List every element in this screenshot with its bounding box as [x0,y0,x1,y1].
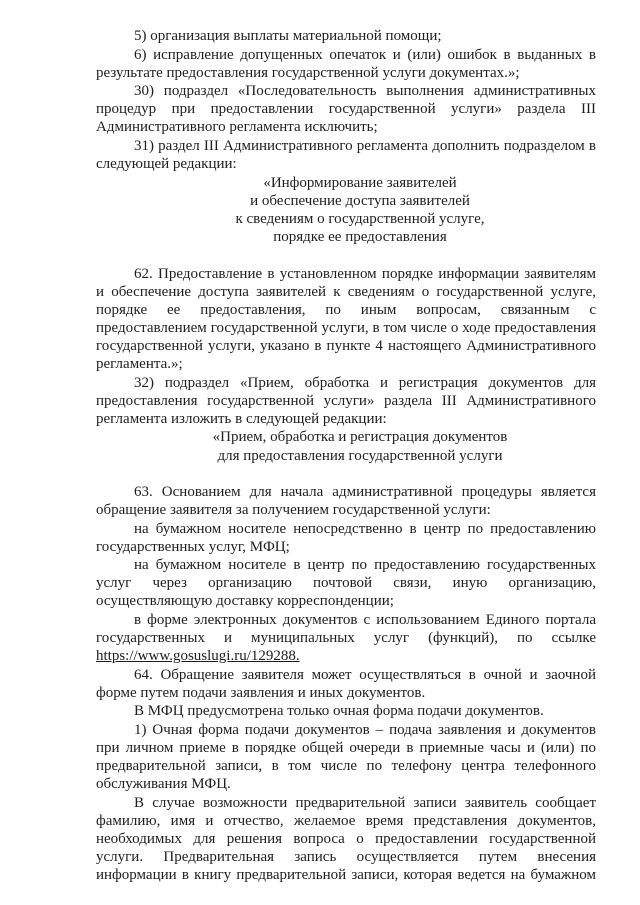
subsection-heading: к сведениям о государственной услуге, [235,211,485,227]
subsection-heading: и обеспечение доступа заявителей [250,193,470,209]
text-line: обращение заявителя за получением государственной услуги: [96,502,491,518]
text-line: предоставления государственной услуги» раздела III Административного [96,393,596,409]
text-line: регламента изложить в следующей редакции: [96,411,387,427]
text-line: при личном приеме в порядке общей очереди в приемные часы и (или) по [96,740,596,756]
text-line: регламента.»; [96,356,183,372]
text-line: 30) подраздел «Последовательность выполнения административных [134,83,596,99]
text-line: следующей редакции: [96,156,237,172]
text-line: 6) исправление допущенных опечаток и (или) ошибок в выданных в [134,47,596,63]
text-line: государственной услуги, указано в пункте 4 настоящего Административного [96,338,596,354]
text-line: Административного регламента исключить; [96,119,378,135]
text-line: и обеспечение доступа заявителей к сведениям о государственной услуге, [96,284,596,300]
text-line: порядке ее предоставления, по иным вопросам, связанным с [96,302,596,318]
text-line: 5) организация выплаты материальной помощи; [134,28,442,44]
text-line: результате предоставления государственной услуги документах.»; [96,65,520,81]
text-line: форме путем подачи заявления и иных документов. [96,685,426,701]
text-line: осуществляющую доставку корреспонденции; [96,593,394,609]
text-line: информации в книгу предварительной записи, которая ведется на бумажном [96,867,596,883]
gosuslugi-link[interactable]: https://www.gosuslugi.ru/129288. [96,648,300,664]
text-line: процедур при предоставлении государственной услуги» раздела III [96,101,596,117]
text-line: на бумажном носителе в центр по предоставлению государственных [134,557,596,573]
subsection-heading: для предоставления государственной услуги [217,448,503,464]
subsection-heading: «Прием, обработка и регистрация документов [212,429,508,445]
text-line: в форме электронных документов с использованием Единого портала [134,612,596,628]
text-line: государственных услуг, МФЦ; [96,539,290,555]
text-line: государственных и муниципальных услуг (функций), по ссылке [96,630,596,646]
text-line: предварительной записи, в том числе по телефону центра телефонного [96,758,596,774]
text-line: услуг через организацию почтовой связи, иную организацию, [96,575,596,591]
text-line: 32) подраздел «Прием, обработка и регистрация документов для [134,375,596,391]
text-line: фамилию, имя и отчество, желаемое время представления документов, [96,813,596,829]
text-line: на бумажном носителе непосредственно в центр по предоставлению [134,521,596,537]
subsection-heading: «Информирование заявителей [263,175,457,191]
text-line: услуги. Предварительная запись осуществляется путем внесения [96,849,596,865]
text-line: необходимых для решения вопроса о предоставлении государственной [96,831,596,847]
text-line: 62. Предоставление в установленном порядке информации заявителям [134,266,596,282]
text-line: предоставлением государственной услуги, в том числе о ходе предоставления [96,320,596,336]
text-line: 1) Очная форма подачи документов – подача заявления и документов [134,722,596,738]
text-line: 63. Основанием для начала административной процедуры является [134,484,596,500]
text-line: 31) раздел III Административного регламента дополнить подразделом в [134,138,596,154]
text-line: обслуживания МФЦ. [96,776,231,792]
text-line: В МФЦ предусмотрена только очная форма подачи документов. [134,703,544,719]
text-line: 64. Обращение заявителя может осуществляться в очной и заочной [134,667,596,683]
text-line: В случае возможности предварительной записи заявитель сообщает [134,795,596,811]
subsection-heading: порядке ее предоставления [273,229,447,245]
